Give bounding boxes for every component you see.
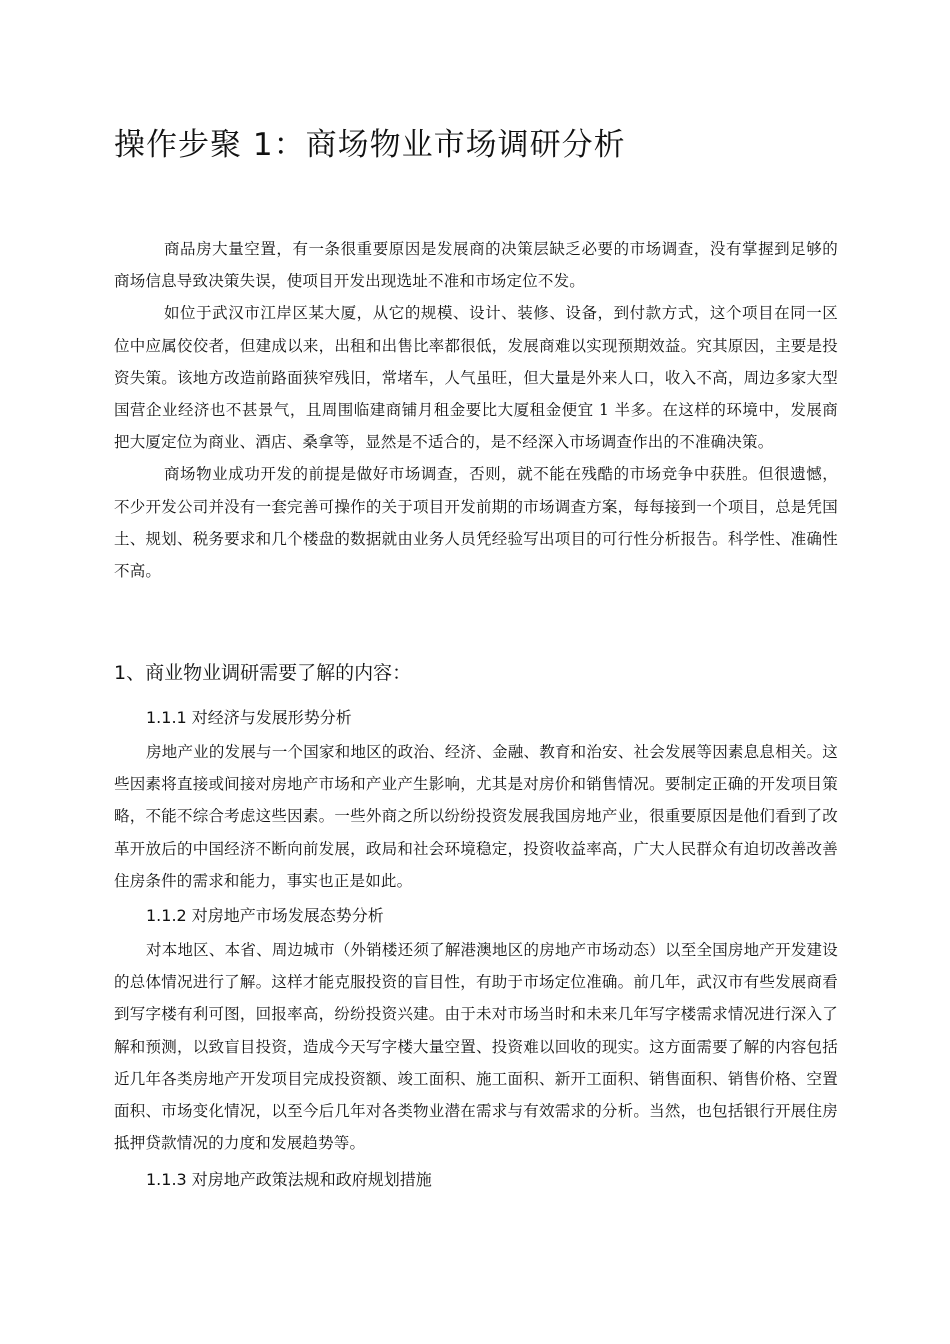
subsection-heading: 1.1.2 对房地产市场发展态势分析 xyxy=(146,906,384,925)
intro-section xyxy=(114,233,838,587)
subsection-paragraph: 对本地区、本省、周边城市（外销楼还须了解港澳地区的房地产市场动态）以至全国房地产开发建设的总体情况进行了解。这样才能克服投资的盲目性，有助于市场定位准确。前几年，武汉市有些发展商看到写字楼有利可图，回报率高，纷纷投资兴建。由于未对市场当时和未来几年写字楼需求情况进行深入了解和预测，以致盲目投资，造成今天写字楼大量空置、投资难以回收的现实。这方面需要了解的内容包括近几年各类房地产开发项目完成投资额、竣工面积、施工面积、新开工面积、销售面积、销售价格、空置面积、市场变化情况，以至今后几年对各类物业潜在需求与有效需求的分析。当然，也包括银行开展住房抵押贷款情况的力度和发展趋势等。 xyxy=(114,941,838,1153)
document-title: 操作步聚 1：商场物业市场调研分析 xyxy=(114,127,626,163)
subsection-body xyxy=(114,736,838,897)
section-heading: 1、商业物业调研需要了解的内容： xyxy=(114,662,412,684)
subsection-body xyxy=(114,934,838,1159)
subsection-heading: 1.1.3 对房地产政策法规和政府规划措施 xyxy=(146,1170,432,1189)
subsection-paragraph: 房地产业的发展与一个国家和地区的政治、经济、金融、教育和治安、社会发展等因素息息相关。这些因素将直接或间接对房地产市场和产业产生影响，尤其是对房价和销售情况。要制定正确的开发项目策略，不能不综合考虑这些因素。一些外商之所以纷纷投资发展我国房地产业，很重要原因是他们看到了改革开放后的中国经济不断向前发展，政局和社会环境稳定，投资收益率高，广大人民群众有迫切改善改善住房条件的需求和能力，事实也正是如此。 xyxy=(114,743,838,890)
intro-paragraph: 商场物业成功开发的前提是做好市场调查，否则，就不能在残酷的市场竞争中获胜。但很遗憾，不少开发公司并没有一套完善可操作的关于项目开发前期的市场调查方案，每每接到一个项目，总是凭国土、规划、税务要求和几个楼盘的数据就由业务人员凭经验写出项目的可行性分析报告。科学性、准确性不高。 xyxy=(114,465,838,581)
intro-paragraph: 商品房大量空置，有一条很重要原因是发展商的决策层缺乏必要的市场调查，没有掌握到足够的商场信息导致决策失误，使项目开发出现选址不准和市场定位不发。 xyxy=(114,240,838,291)
subsection-heading: 1.1.1 对经济与发展形势分析 xyxy=(146,708,352,727)
intro-paragraph: 如位于武汉市江岸区某大厦，从它的规模、设计、装修、设备，到付款方式，这个项目在同一区位中应属佼佼者，但建成以来，出租和出售比率都很低，发展商难以实现预期效益。究其原因，主要是投资失策。该地方改造前路面狭窄残旧，常堵车，人气虽旺，但大量是外来人口，收入不高，周边多家大型国营企业经济也不甚景气，且周围临建商铺月租金要比大厦租金便宜 1 半多。在这样的环境中，发展商把大厦定位为商业、酒店、桑拿等，显然是不适合的，是不经深入市场调查作出的不准确决策。 xyxy=(114,304,838,452)
